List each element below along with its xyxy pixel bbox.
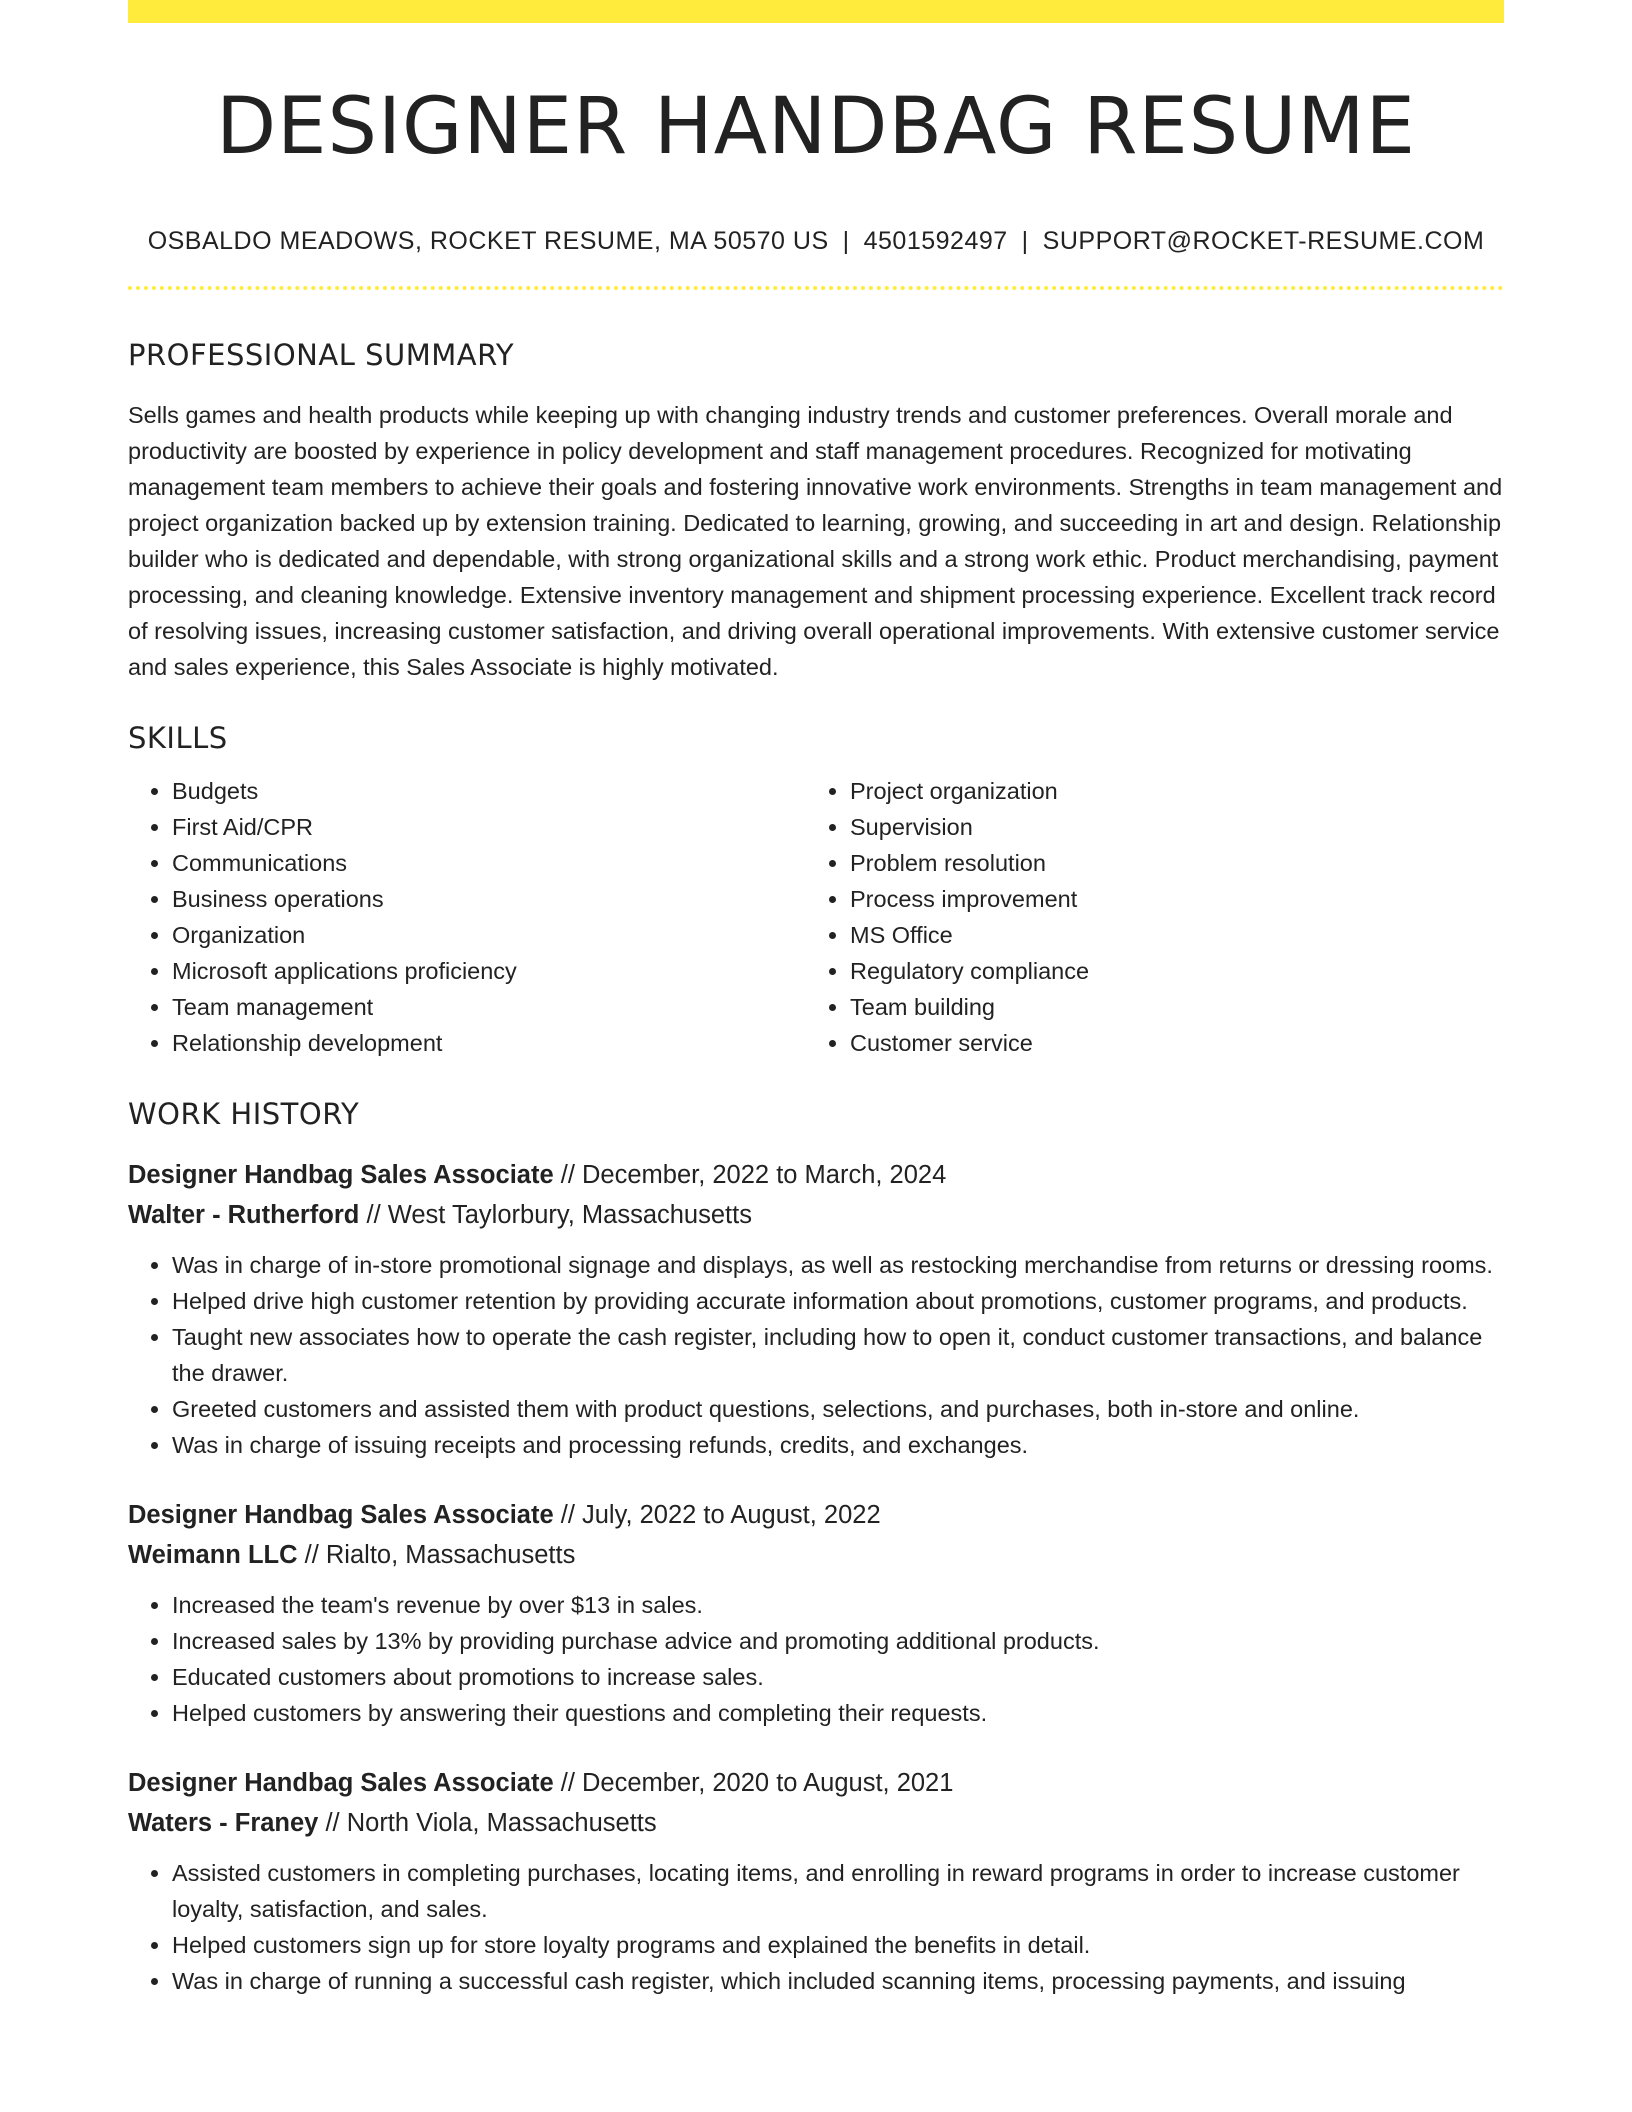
contact-phone: 4501592497	[863, 226, 1008, 255]
job-bullet: • Helped customers sign up for store loyalty programs and explained the benefits in detail.	[172, 1927, 1504, 1963]
skill-item: • Customer service	[850, 1025, 1484, 1061]
job-title-line	[128, 1763, 1504, 1803]
job-dates: // December, 2022 to March, 2024	[560, 1160, 947, 1189]
skill-item: • First Aid/CPR	[172, 809, 806, 845]
skill-item: • Process improvement	[850, 881, 1484, 917]
resume-title: DESIGNER HANDBAG RESUME	[216, 82, 1416, 172]
job-bullet: • Increased sales by 13% by providing purchase advice and promoting additional products.	[172, 1623, 1504, 1659]
contact-email: SUPPORT@ROCKET-RESUME.COM	[1042, 226, 1485, 255]
job-dates: // December, 2020 to August, 2021	[560, 1768, 954, 1797]
skill-item: • Regulatory compliance	[850, 953, 1484, 989]
job-company: Waters - Franey	[128, 1808, 319, 1837]
job-entry	[128, 1155, 1504, 1463]
top-accent-bar	[128, 0, 1504, 23]
skills-column-left	[128, 773, 806, 1061]
job-bullet: • Taught new associates how to operate the cash register, including how to open it, conduct customer transactions, and balance the drawer.	[172, 1319, 1504, 1391]
summary-heading: PROFESSIONAL SUMMARY	[128, 337, 515, 372]
job-bullet: • Was in charge of issuing receipts and processing refunds, credits, and exchanges.	[172, 1427, 1504, 1463]
summary-text: Sells games and health products while keeping up with changing industry trends and customer preferences. Overall morale and productivity are boosted by experience in policy development and staff management procedures. Recognized for motivating management team members to achieve their goals and fostering innovative work environments. Strengths in team management and project organization backed up by extension training. Dedicated to learning, growing, and succeeding in art and design. Relationship builder who is dedicated and dependable, with strong organizational skills and a strong work ethic. Product merchandising, payment processing, and cleaning knowledge. Extensive inventory management and shipment processing experience. Excellent track record of resolving issues, increasing customer satisfaction, and driving overall operational improvements. With extensive customer service and sales experience, this Sales Associate is highly motivated.	[128, 401, 1503, 680]
skill-item: • Organization	[172, 917, 806, 953]
contact-address: OSBALDO MEADOWS, ROCKET RESUME, MA 50570 US	[147, 226, 829, 255]
job-entry	[128, 1495, 1504, 1731]
skills-list	[128, 773, 1504, 1061]
job-role: Designer Handbag Sales Associate	[128, 1500, 554, 1529]
header-divider	[128, 286, 1504, 290]
skill-item: • Team management	[172, 989, 806, 1025]
job-company-line	[128, 1535, 1504, 1575]
skill-item: • Business operations	[172, 881, 806, 917]
contact-separator: |	[842, 226, 850, 255]
job-location: // North Viola, Massachusetts	[325, 1808, 657, 1837]
skill-item: • MS Office	[850, 917, 1484, 953]
contact-line	[128, 227, 1504, 256]
job-title-line	[128, 1155, 1504, 1195]
job-bullet: • Was in charge of running a successful cash register, which included scanning items, processing payments, and issuing	[172, 1963, 1504, 1999]
job-role: Designer Handbag Sales Associate	[128, 1160, 554, 1189]
skills-heading: SKILLS	[128, 720, 228, 755]
job-bullets	[128, 1587, 1504, 1731]
skill-item: • Communications	[172, 845, 806, 881]
job-role: Designer Handbag Sales Associate	[128, 1768, 554, 1797]
job-company-line	[128, 1803, 1504, 1843]
skill-item: • Relationship development	[172, 1025, 806, 1061]
job-entry	[128, 1763, 1504, 1999]
job-dates: // July, 2022 to August, 2022	[560, 1500, 881, 1529]
skill-item: • Supervision	[850, 809, 1484, 845]
job-bullets	[128, 1855, 1504, 1999]
job-company: Weimann LLC	[128, 1540, 298, 1569]
job-location: // Rialto, Massachusetts	[304, 1540, 576, 1569]
job-bullet: • Was in charge of in-store promotional signage and displays, as well as restocking merchandise from returns or dressing rooms.	[172, 1247, 1504, 1283]
job-bullet: • Helped drive high customer retention by providing accurate information about promotions, customer programs, and products.	[172, 1283, 1504, 1319]
job-bullet: • Greeted customers and assisted them with product questions, selections, and purchases, both in-store and online.	[172, 1391, 1504, 1427]
skill-item: • Problem resolution	[850, 845, 1484, 881]
job-bullet: • Educated customers about promotions to increase sales.	[172, 1659, 1504, 1695]
job-bullets	[128, 1247, 1504, 1463]
skill-item: • Microsoft applications proficiency	[172, 953, 806, 989]
job-bullet: • Increased the team's revenue by over $13 in sales.	[172, 1587, 1504, 1623]
skills-column-right	[806, 773, 1484, 1061]
job-company: Walter - Rutherford	[128, 1200, 360, 1229]
skill-item: • Project organization	[850, 773, 1484, 809]
job-title-line	[128, 1495, 1504, 1535]
work-history-list	[128, 1155, 1504, 1999]
job-bullet: • Helped customers by answering their questions and completing their requests.	[172, 1695, 1504, 1731]
job-bullet: • Assisted customers in completing purchases, locating items, and enrolling in reward programs in order to increase customer loyalty, satisfaction, and sales.	[172, 1855, 1504, 1927]
skill-item: • Team building	[850, 989, 1484, 1025]
resume-page	[128, 0, 1504, 1999]
contact-separator: |	[1021, 226, 1029, 255]
job-location: // West Taylorbury, Massachusetts	[366, 1200, 752, 1229]
job-company-line	[128, 1195, 1504, 1235]
work-history-heading: WORK HISTORY	[128, 1096, 360, 1131]
skill-item: • Budgets	[172, 773, 806, 809]
